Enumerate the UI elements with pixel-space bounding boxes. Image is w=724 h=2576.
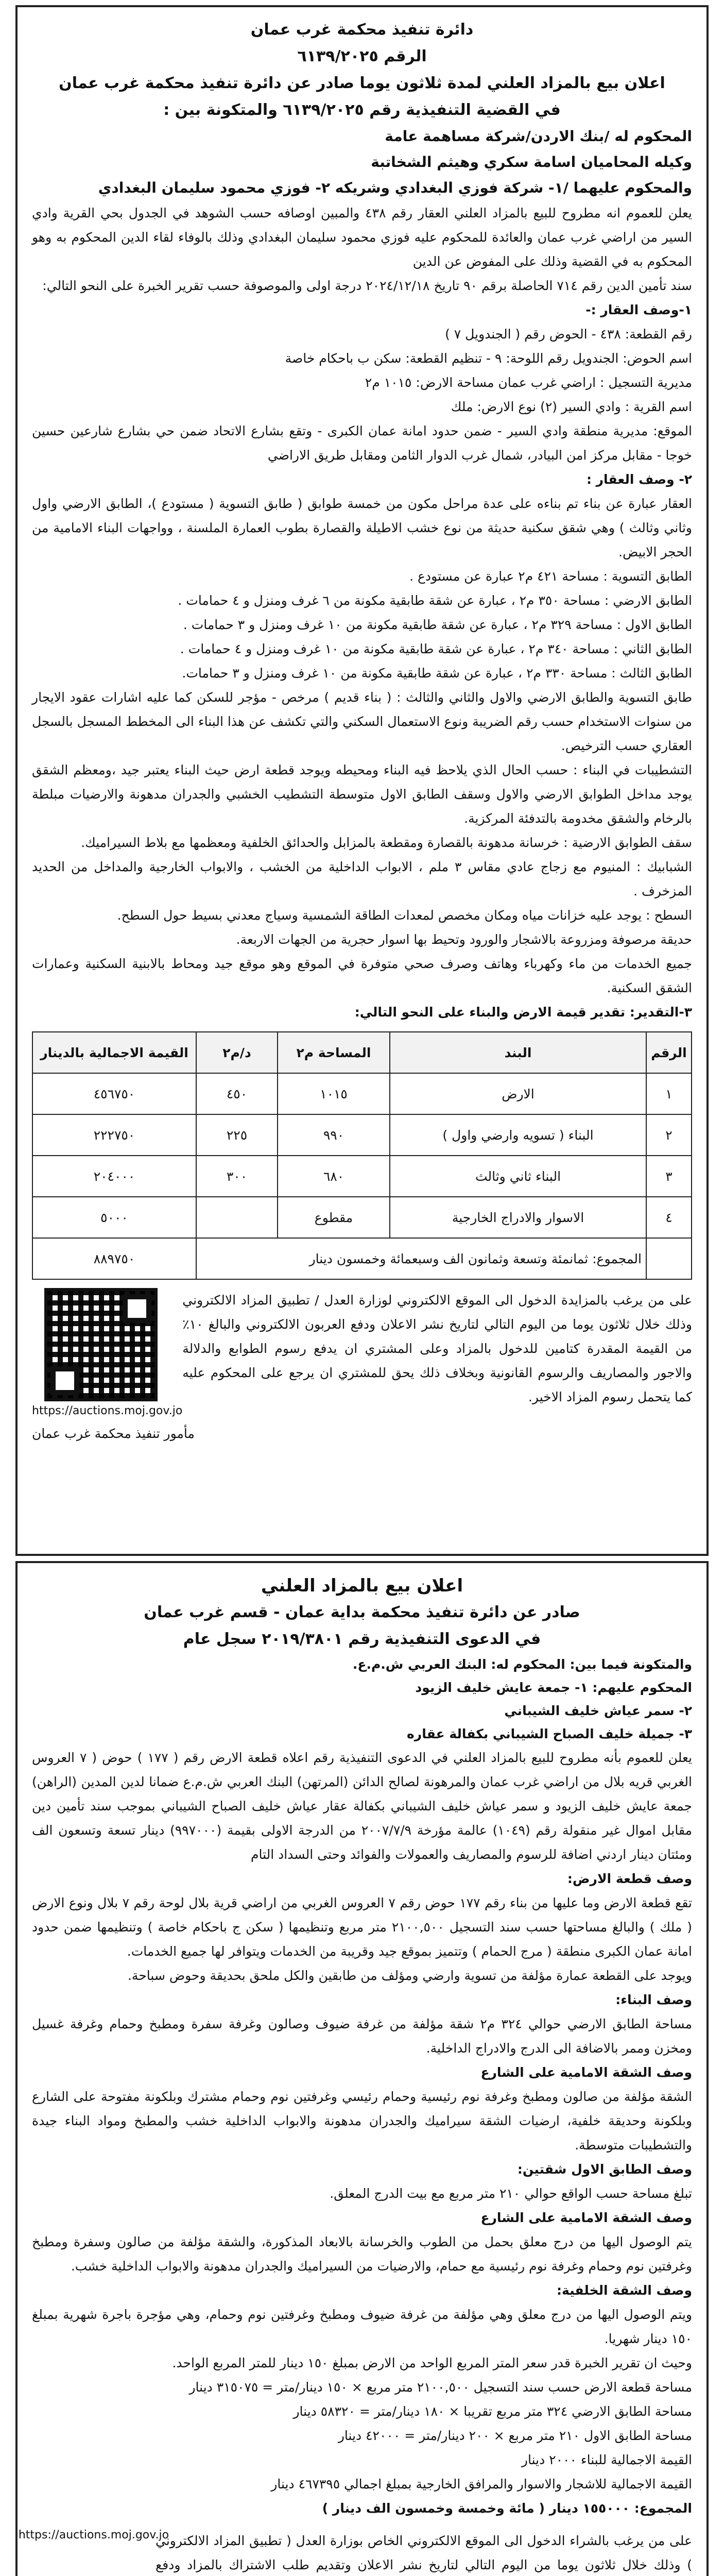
notice2-body-line: يتم الوصول اليها من درج معلق بحمل من الطوب والخرسانة بالابعاد المذكورة، والشقة مؤلفة من صالون وسفرة ومطبخ وغرفتين نوم وحمام وغرفة نوم رئيسية مع حمام، والارضيات من السيراميك والجدران مدهونة والابواب الداخلية خشب. — [32, 2234, 692, 2274]
notice1-footer — [32, 1288, 692, 1417]
notice1-header-line: اعلان بيع بالمزاد العلني لمدة ثلاثون يوما صادر عن دائرة تنفيذ محكمة غرب عمان — [59, 74, 665, 92]
notice2-body-line: المجموع: ١٥٥٠٠٠ دينار ( مائة وخمسة وخمسون الف دينار ) — [322, 2501, 692, 2516]
notice1-party: والمحكوم عليهما /١- شركة فوزي البغدادي وشريكه ٢- فوزي محمود سليمان البغدادي — [98, 179, 692, 196]
notice2-footer — [18, 2529, 692, 2576]
table-cell: ٢ — [646, 1114, 692, 1156]
table-cell: ٥٠٠٠ — [32, 1197, 196, 1238]
table-cell: ٦٨٠ — [278, 1156, 390, 1197]
table-cell: الارض — [390, 1073, 646, 1114]
notice2-party: ٢- سمر عياش خليف الشيباني — [504, 1703, 692, 1718]
notice1-body-line: السطح : يوجد عليه خزانات مياه ومكان مخصص لمعدات الطاقة الشمسية وسياج معدني بسيط حول السطح. — [117, 908, 692, 923]
notice2-body-line: وصف البناء: — [615, 1992, 692, 2007]
valuation-table — [32, 1031, 692, 1280]
notice1-body-line: الطابق الثالث : مساحة ٣٣٠ م٢ ، عبارة عن شقة طابقية مكونة من ١٠ غرف ومنزل و ٣ حمامات. — [182, 666, 692, 681]
notice2-body-line: ويتم الوصول اليها من درج معلق وهي مؤلفة من غرفة ضيوف ومطبخ وغرفتين نوم وحمام، وهي مؤجرة باجرة شهرية بمبلغ ١٥٠ دينار شهريا. — [32, 2307, 692, 2346]
auction-site-link[interactable]: https://auctions.moj.gov.jo — [18, 2529, 169, 2541]
newspaper-page — [0, 5, 724, 2576]
notice1-body-line: الشبابيك : المنيوم مع زجاج عادي مقاس ٣ ملم ، الابواب الداخلية من الخشب ، والابواب الخارجية والمداخل من الحديد المزخرف . — [32, 859, 693, 899]
notice2-header-line: اعلان بيع بالمزاد العلني — [261, 1575, 463, 1596]
table-cell: ٤ — [646, 1197, 692, 1238]
table-cell: ٢٢٥ — [196, 1114, 278, 1156]
notice1-signature: مأمور تنفيذ محكمة غرب عمان — [32, 1426, 195, 1441]
notice1-body — [32, 201, 692, 1024]
notice2-body-line: القيمة الاجمالية للاشجار والاسوار والمرافق الخارجية بمبلغ اجمالي ٤٦٧٣٩٥ دينار — [271, 2477, 692, 2492]
notice2-body-line: يعلن للعموم بأنه مطروح للبيع بالمزاد العلني في الدعوى التنفيذية رقم اعلاه قطعة الارض رقم ( ١٧٧ ) حوض ( ٧ العروس الغربي قريه بلال من اراضي غرب عمان والمرهونة لصالح الدائن (المرتهن) البنك العربي ش.م.ع ضمانا لدين المدين (الراهن) جمعة عايش خليف الزيود و سمر عياش خليف الشيباني بكفالة عقار عياش خليف الصباح الشيباني بموجب سند تأمين دين مقابل اموال غير منقولة رقم (١٠٤٩) عالمة مؤرخة ٢٠٠٧/٧/٩ من الدرجة الاولى بقيمة (٩٩٧٠٠٠) دينار تسعة وتسعون الف ومئتان دينار اردني اضافة للرسوم والمصاريف والعمولات والفوائد وحتى السداد التام — [32, 1750, 693, 1862]
table-total-row — [32, 1238, 692, 1279]
table-cell: ١ — [646, 1073, 692, 1114]
table-cell: المجموع: ثمانمئة وتسعة وثمانون الف وسبعمائة وخمسون دينار — [196, 1238, 646, 1279]
notice2-header-line: صادر عن دائرة تنفيذ محكمة بداية عمان - قسم غرب عمان — [144, 1603, 580, 1621]
notice2-body-line: وصف قطعة الارض: — [567, 1871, 692, 1886]
notice2-body-line: وصف الشقة الامامية على الشارع — [480, 2210, 692, 2225]
notice-west-amman-6139 — [15, 5, 709, 1556]
notice1-body-line: الطابق الاول : مساحة ٣٢٩ م٢ ، عبارة عن شقة طابقية مكونة من ١٠ غرف ومنزل و ٣ حمامات . — [183, 617, 692, 632]
notice2-body-line: وصف الشقة الامامية على الشارع — [480, 2065, 692, 2080]
notice1-body-line: حديقة مرصوفة ومزروعة بالاشجار والورود وتحيط بها اسوار حجرية من الجهات الاربعة. — [236, 932, 692, 947]
table-cell — [196, 1197, 278, 1238]
table-cell: ٢٠٤٠٠٠ — [32, 1156, 196, 1197]
table-cell: ٨٨٩٧٥٠ — [32, 1238, 196, 1279]
notice1-body-line: رقم القطعة: ٤٣٨ - الحوض رقم ( الجندويل ٧ ) — [445, 327, 692, 342]
notice1-body-line: الطابق الثاني : مساحة ٣٤٠ م٢ ، عبارة عن شقة طابقية مكونة من ١٠ غرف ومنزل و ٤ حمامات . — [180, 641, 692, 656]
table-cell: ٩٩٠ — [278, 1114, 390, 1156]
notice2-party: والمتكونة فيما بين: المحكوم له: البنك العربي ش.م.ع. — [352, 1657, 692, 1672]
notice2-body-line: الشقة مؤلفة من صالون ومطبخ وغرفة نوم رئيسية وحمام رئيسي وغرفتين نوم وحمام مشترك وبلكونة مفتوحة على الشارع وبلكونة وحديقة خلفية، ارضيات الشقة سيراميك والجدران مدهونة والابواب الداخلية خشب والمطبخ ومواد البناء جيدة والتشطيبات متوسطة. — [32, 2089, 692, 2153]
notice1-body-line: الطابق الارضي : مساحة ٣٥٠ م٢ ، عبارة عن شقة طابقية مكونة من ٦ غرف ومنزل و ٤ حمامات . — [178, 593, 692, 608]
table-cell: ٣٠٠ — [196, 1156, 278, 1197]
table-cell: البناء ثاني وثالث — [390, 1156, 646, 1197]
notice2-link-block — [18, 2529, 169, 2541]
qr-code-icon[interactable] — [44, 1288, 158, 1401]
notice2-header-line: في الدعوى التنفيذية رقم ٢٠١٩/٣٨٠١ سجل عام — [183, 1630, 541, 1648]
notice2-footer-text: على من يرغب بالشراء الدخول الى الموقع الالكتروني الخاص بوزارة العدل ( تطبيق المزاد الالكتروني ) وذلك خلال ثلاثون يوما من اليوم التالي لتاريخ نشر الاعلان وتقديم طلب الاشتراك بالمزاد ودفع — [156, 2533, 692, 2572]
col-header: القيمة الاجمالية بالدينار — [32, 1032, 196, 1073]
notice1-body-line: ١-وصف العقار :- — [585, 302, 692, 317]
notice1-header-line: في القضية التنفيذية رقم ٦١٣٩/٢٠٢٥ والمتكونة بين : — [163, 101, 561, 119]
notice1-body-line: ٣-التقدير: تقدير قيمة الارض والبناء على النحو التالي: — [354, 1005, 692, 1020]
table-cell: البناء ( تسويه وارضي واول ) — [390, 1114, 646, 1156]
notice2-body-line: تقع قطعة الارض وما عليها من بناء رقم ١٧٧ حوض رقم ٧ العروس الغربي من اراضي قرية بلال لوحة رقم ٧ بلال ونوع الارض ( ملك ) والبالغ مساحتها حسب سند التسجيل ٢١٠٠,٥٠٠ متر مربع وتنظيمها ( سكن ج باحكام خاصة ) وتنظيمها ضمن حدود امانة عمان الكبرى منطقة ( مرج الحمام ) وتتميز بموقع جيد وقريبة من الخدمات ويتوافر لها جميع الخدمات. — [32, 1895, 692, 1959]
notice1-footer-text: على من يرغب بالمزايدة الدخول الى الموقع الالكتروني لوزارة العدل / تطبيق المزاد الالكتروني وذلك خلال ثلاثون يوما من اليوم التالي لتاريخ نشر الاعلان ودفع العربون الالكتروني والبالغ ١٠٪ من القيمة المقدرة كتامين للدخول بالمزاد وعلى المشتري ان يدفع رسوم الطوابع والدلالة والاجور والمصاريف والرسوم القانونية وبخلاف ذلك يحق للمشتري ان يرجع على المحكوم عليه كما يتحمل رسوم المزاد الاخير. — [182, 1293, 692, 1404]
valuation-table-header — [32, 1032, 692, 1073]
notice1-body-line: التشطيبات في البناء : حسب الحال الذي يلاحظ فيه البناء ومحيطه ويوجد قطعة ارض حيث البناء يعتبر جيد ،ومعظم الشقق يوجد مداخل الطوابق الارضي والاول وسقف الطابق الاول متوسطة التشطيب الخشبي والجدران مدهونة والارضيات مبلطة بالرخام والشقق مخدومة بالتدفئة المركزية. — [32, 762, 692, 826]
table-cell: الاسوار والادراج الخارجية — [390, 1197, 646, 1238]
auction-site-link[interactable]: https://auctions.moj.gov.jo — [32, 1404, 183, 1417]
notice2-party: المحكوم عليهم: ١- جمعة عايش خليف الزيود — [415, 1680, 692, 1695]
notice1-header-line: الرقم ٦١٣٩/٢٠٢٥ — [297, 47, 427, 65]
table-cell: ٤٥٦٧٥٠ — [32, 1073, 196, 1114]
notice1-body-line: الموقع: مديرية منطقة وادي السير - ضمن حدود امانة عمان الكبرى - وتقع بشارع الاتحاد ضمن حي بشارع شارعين حسين خوجا - مقابل مركز امن البيادر، شمال غرب الدوار الثامن ومقابل طريق الاراضي — [32, 423, 692, 463]
col-header: د/م٢ — [196, 1032, 278, 1073]
notice1-body-line: اسم الحوض: الجندويل رقم اللوحة: ٩ - تنظيم القطعة: سكن ب باحكام خاصة — [285, 351, 692, 366]
notice2-body-line: تبلغ مساحة حسب الواقع حوالي ٢١٠ متر مربع مع بيت الدرج المعلق. — [330, 2186, 692, 2201]
col-header: الرقم — [646, 1032, 692, 1073]
notice1-body-line: اسم القرية : وادي السير (٢) نوع الارض: ملك — [451, 399, 692, 414]
table-row — [32, 1197, 692, 1238]
table-cell: ٤٥٠ — [196, 1073, 278, 1114]
notice1-body-line: سند تأمين الدين رقم ٧١٤ الحاصلة برقم ٩٠ تاريخ ٢٠٢٤/١٢/١٨ درجة اولى والموصوفة حسب تقرير الخبرة على النحو التالي: — [42, 278, 692, 293]
table-cell: ١٠١٥ — [278, 1073, 390, 1114]
notice2-body-line: ويوجد على القطعة عمارة مؤلفة من تسوية وارضي ومؤلف من طابقين والكل ملحق بحديقة وحوض سباحة. — [127, 1968, 692, 1983]
notice1-qr-block — [32, 1288, 182, 1417]
notice2-body-line: وصف الطابق الاول شقتين: — [517, 2162, 692, 2177]
notice2-body-line: القيمة الاجمالية للبناء ٢٠٠٠ دينار — [521, 2452, 692, 2467]
notice2-body-line: وصف الشقة الخلفية: — [557, 2283, 692, 2298]
notice1-party: المحكوم له /بنك الاردن/شركة مساهمة عامة — [385, 128, 692, 145]
table-cell — [646, 1238, 692, 1279]
table-cell: ٣ — [646, 1156, 692, 1197]
notice2-body-line: وحيث ان تقرير الخبرة قدر سعر المتر المربع الواحد من الارض بمبلغ ١٥٠ دينار للمتر المربع الواحد. — [172, 2355, 692, 2370]
notice1-party: وكيله المحاميان اسامة سكري وهيثم الشخاتبة — [371, 154, 692, 171]
table-cell: مقطوع — [278, 1197, 390, 1238]
notice2-body-line: مساحة قطعة الارض حسب سند التسجيل ٢١٠٠,٥٠٠ متر مربع × ١٥٠ دينار/متر = ٣١٥٠٧٥ دينار — [189, 2380, 692, 2395]
notice1-body-line: يعلن للعموم انه مطروح للبيع بالمزاد العلني العقار رقم ٤٣٨ والمبين اوصافه حسب الشوهد في الجدول بحي القرية وادي السير من اراضي غرب عمان والعائدة للمحكوم عليه فوزي محمود سليمان البغدادي وذلك بالوفاء لقاء الدين المحكوم به وهو المحكوم به في القضية وذلك على المفوض عن الدين — [32, 206, 692, 269]
notice1-header-line: دائرة تنفيذ محكمة غرب عمان — [250, 21, 474, 39]
notice-west-amman-3801 — [15, 1561, 709, 2576]
notice2-body-line: مساحة الطابق الارضي حوالي ٣٢٤ م٢ شقة مؤلفة من غرفة ضيوف وصالون وغرفة سفرة ومطبخ وحمام وغرفة غسيل ومخزن وممر بالاضافة الى الدرج والادراج الداخلية. — [32, 2016, 693, 2056]
notice1-body-line: جميع الخدمات من ماء وكهرباء وهاتف وصرف صحي متوفرة في الموقع وهو موقع جيد ومحاط بالابنية السكنية وعمارات الشقق السكنية. — [32, 956, 692, 995]
table-row — [32, 1114, 692, 1156]
table-row — [32, 1156, 692, 1197]
col-header: المساحة م٢ — [278, 1032, 390, 1073]
notice2-body-line: مساحة الطابق الاول ٢١٠ متر مربع × ٢٠٠ دينار/متر = ٤٢٠٠٠ دينار — [338, 2428, 692, 2443]
notice1-body-line: العقار عبارة عن بناء تم بناءه على عدة مراحل مكون من خمسة طوابق ( طابق التسوية ( مستودع )، الطابق الارضي واول وثاني وثالث ) وهي شقق سكنية حديثة من نوع خشب الاطيلة والقصارة بطوب العمارة الملسنة ، وواجهات البناء الامامية من الحجر الابيض. — [32, 496, 692, 560]
notice2-party: ٣- جميلة خليف الصباح الشيباني بكفالة عقاره — [407, 1726, 692, 1741]
notice2-body — [32, 1745, 692, 2520]
notice1-body-line: سقف الطوابق الارضية : خرسانة مدهونة بالقصارة ومقطعة بالمزابل والحدائق الخلفية ومعظمها مع بلاط السيراميك. — [81, 835, 692, 850]
table-cell: ٢٢٢٧٥٠ — [32, 1114, 196, 1156]
col-header: البند — [390, 1032, 646, 1073]
notice2-body-line: مساحة الطابق الارضي ٣٢٤ متر مربع تقريبا × ١٨٠ دينار/متر = ٥٨٣٢٠ دينار — [293, 2404, 692, 2419]
notice1-body-line: مديرية التسجيل : اراضي غرب عمان مساحة الارض: ١٠١٥ م٢ — [365, 375, 692, 390]
notice1-body-line: الطابق التسوية : مساحة ٤٢١ م٢ عبارة عن مستودع . — [409, 569, 692, 584]
notice1-body-line: ٢- وصف العقار : — [586, 472, 692, 487]
table-row — [32, 1073, 692, 1114]
notice1-body-line: طابق التسوية والطابق الارضي والاول والثاني والثالث : ( بناء قديم ) مرخص - مؤجر للسكن كما عليه اشارات عقود الايجار من سنوات الاستخدام حسب رقم الضريبة ونوع الاستعمال السكني والتي تكشف عن هذا البناء الى المخطط المسجل بالسجل العقاري حسب الترخيص. — [32, 690, 692, 753]
